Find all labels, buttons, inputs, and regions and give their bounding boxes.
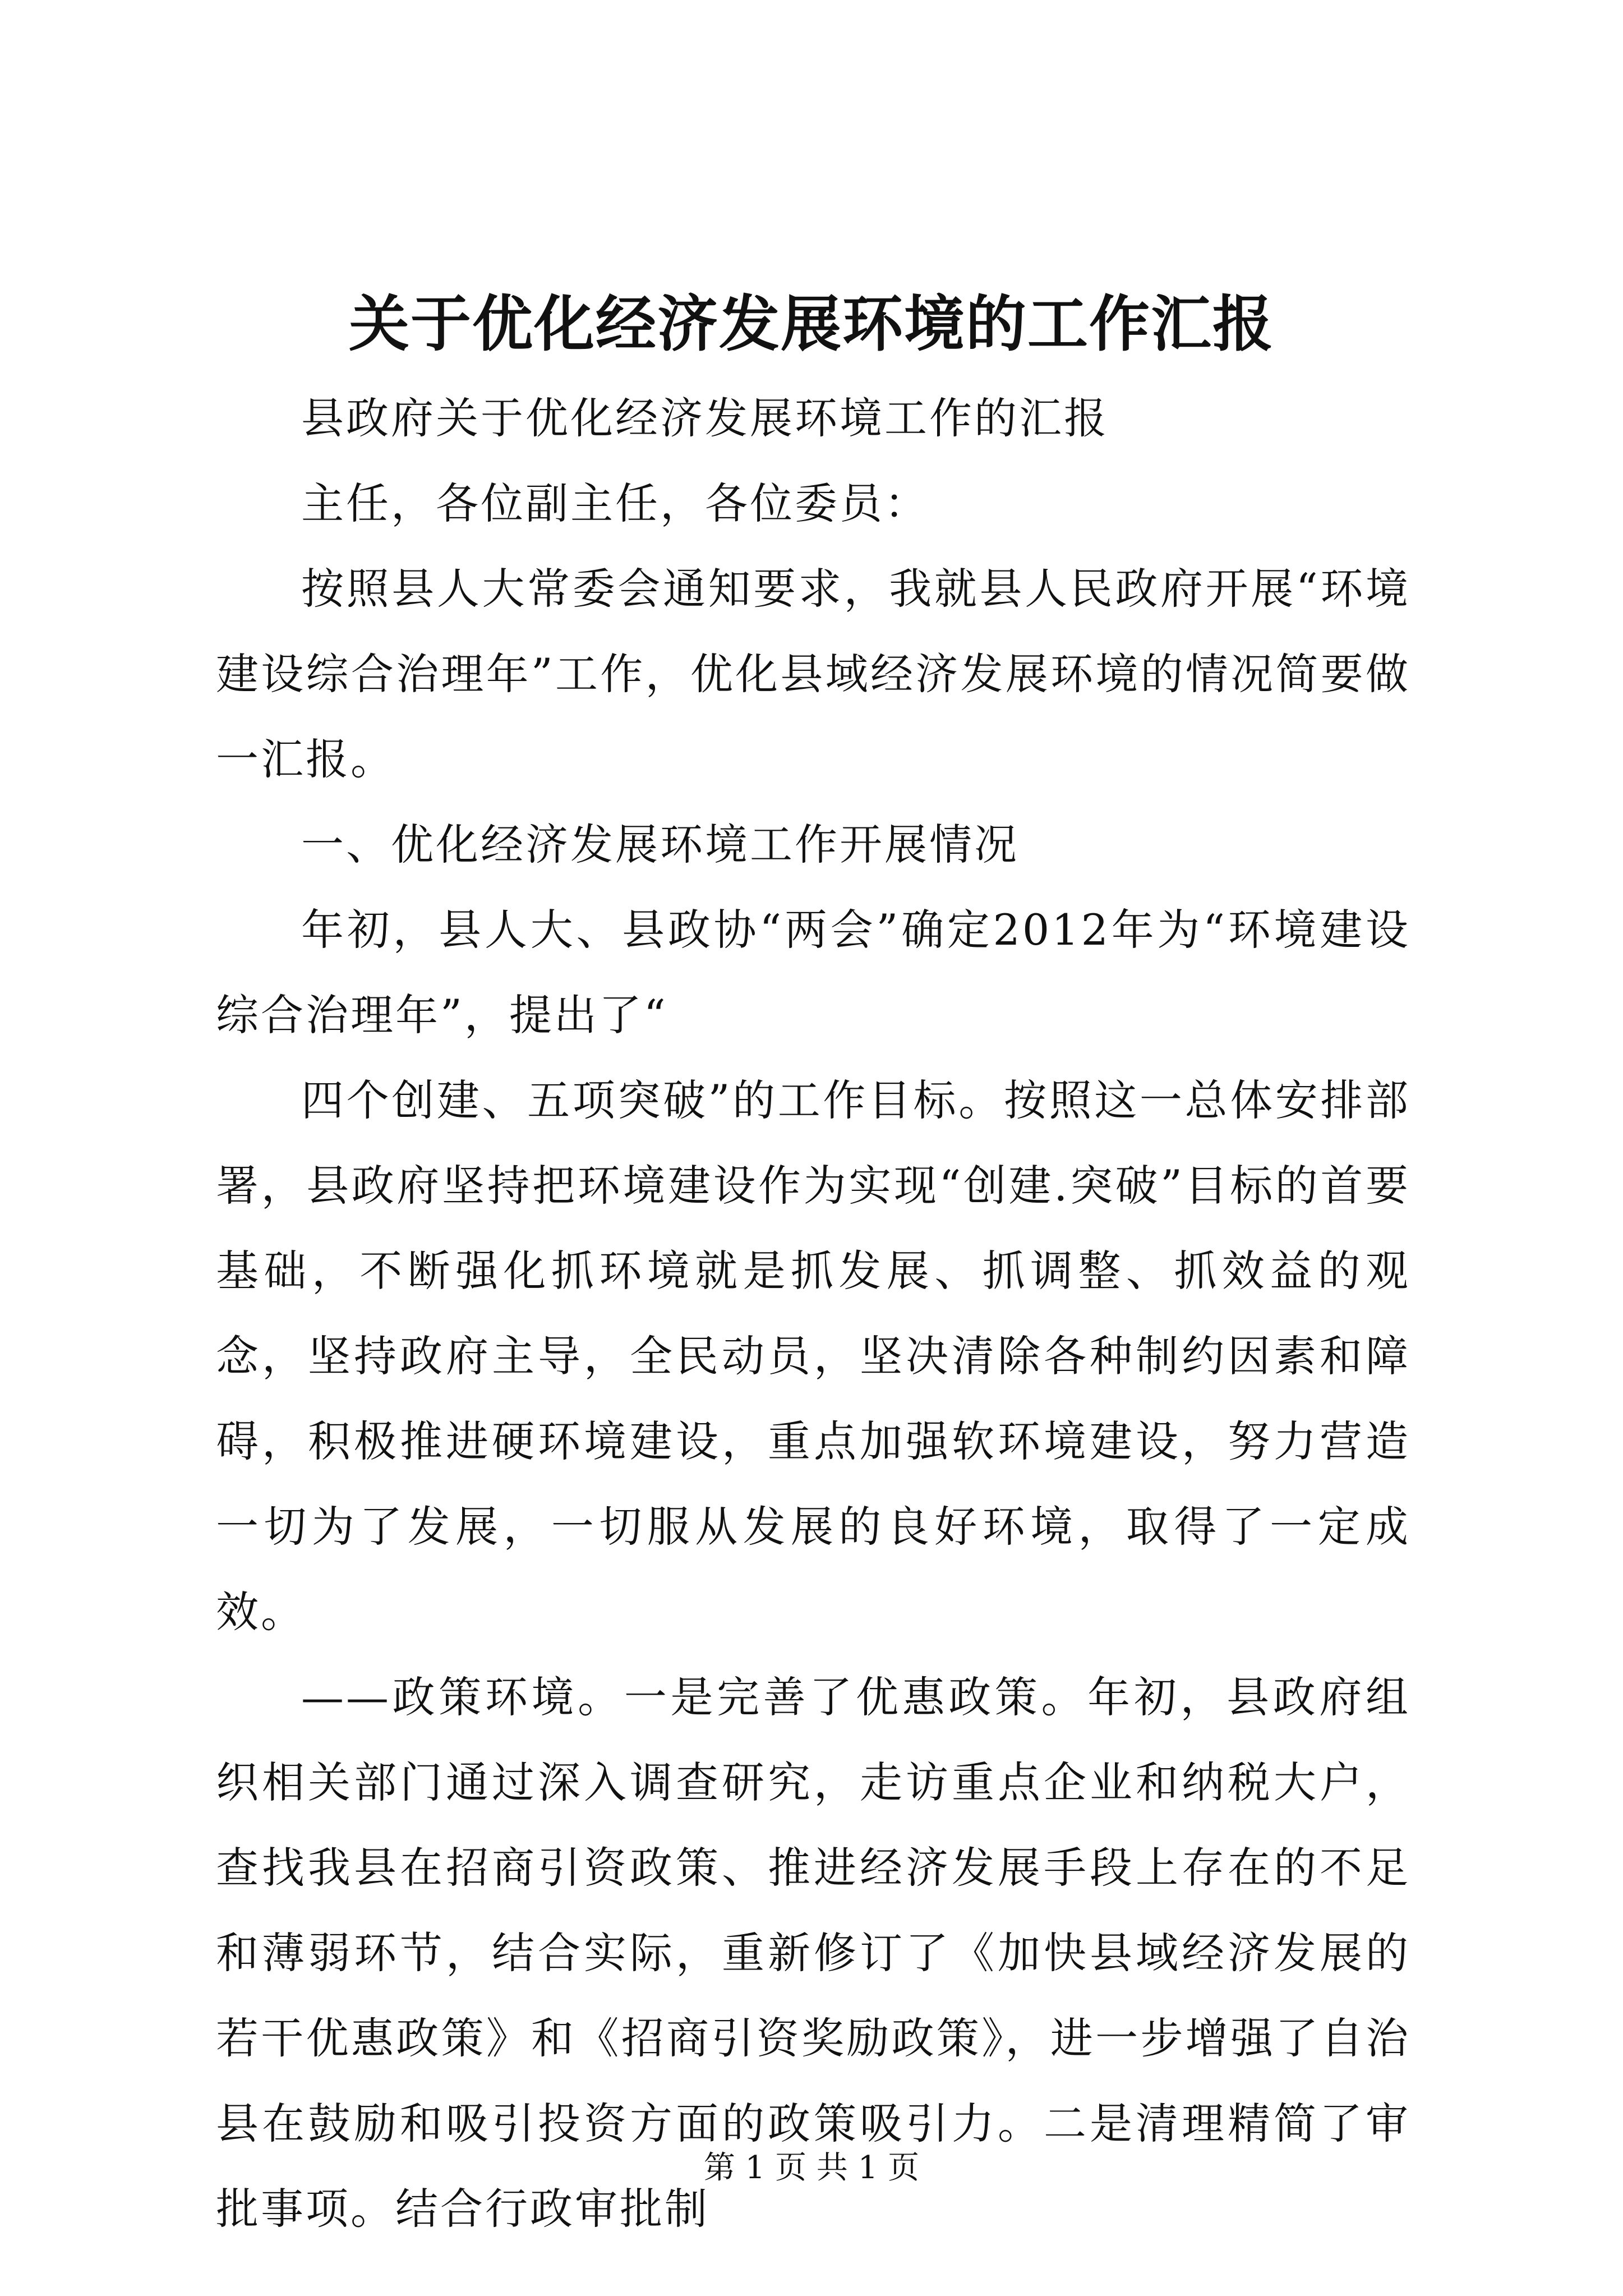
paragraph-policy-environment: ——政策环境。一是完善了优惠政策。年初，县政府组织相关部门通过深入调查研究，走访重点企业和纳税大户，查找我县在招商引资政策、推进经济发展手段上存在的不足和薄弱环节，结合实际，重新修订了《加快县域经济发展的若干优惠政策》和《招商引资奖励政策》，进一步增强了自治县在鼓励和吸引投资方面的政策吸引力。二是清理精简了审批事项。结合行政审批制 (216, 1672, 1410, 2234)
paragraph-goals: 年初，县人大、县政协“两会”确定2012年为“环境建设综合治理年”，提出了“ (216, 905, 1410, 1040)
paragraph-work-targets: 四个创建、五项突破”的工作目标。按照这一总体安排部署，县政府坚持把环境建设作为实现“创建.突破”目标的首要基础，不断强化抓环境就是抓发展、抓调整、抓效益的观念，坚持政府主导，全民动员，坚决清除各种制约因素和障碍，积极推进硬环境建设，重点加强软环境建设，努力营造一切为了发展，一切服从发展的良好环境，取得了一定成效。 (216, 1075, 1410, 1637)
document-title: 关于优化经济发展环境的工作汇报 (348, 289, 1274, 360)
paragraph-salutation: 主任，各位副主任，各位委员： (301, 478, 929, 528)
document-body (216, 376, 1410, 2252)
page-footer: 第 1 页 共 1 页 (703, 2150, 920, 2186)
paragraph-intro: 按照县人大常委会通知要求，我就县人民政府开展“环境建设综合治理年”工作，优化县域经济发展环境的情况简要做一汇报。 (216, 564, 1410, 784)
section-heading-1: 一、优化经济发展环境工作开展情况 (301, 820, 1019, 869)
paragraph-subtitle: 县政府关于优化经济发展环境工作的汇报 (301, 393, 1109, 443)
